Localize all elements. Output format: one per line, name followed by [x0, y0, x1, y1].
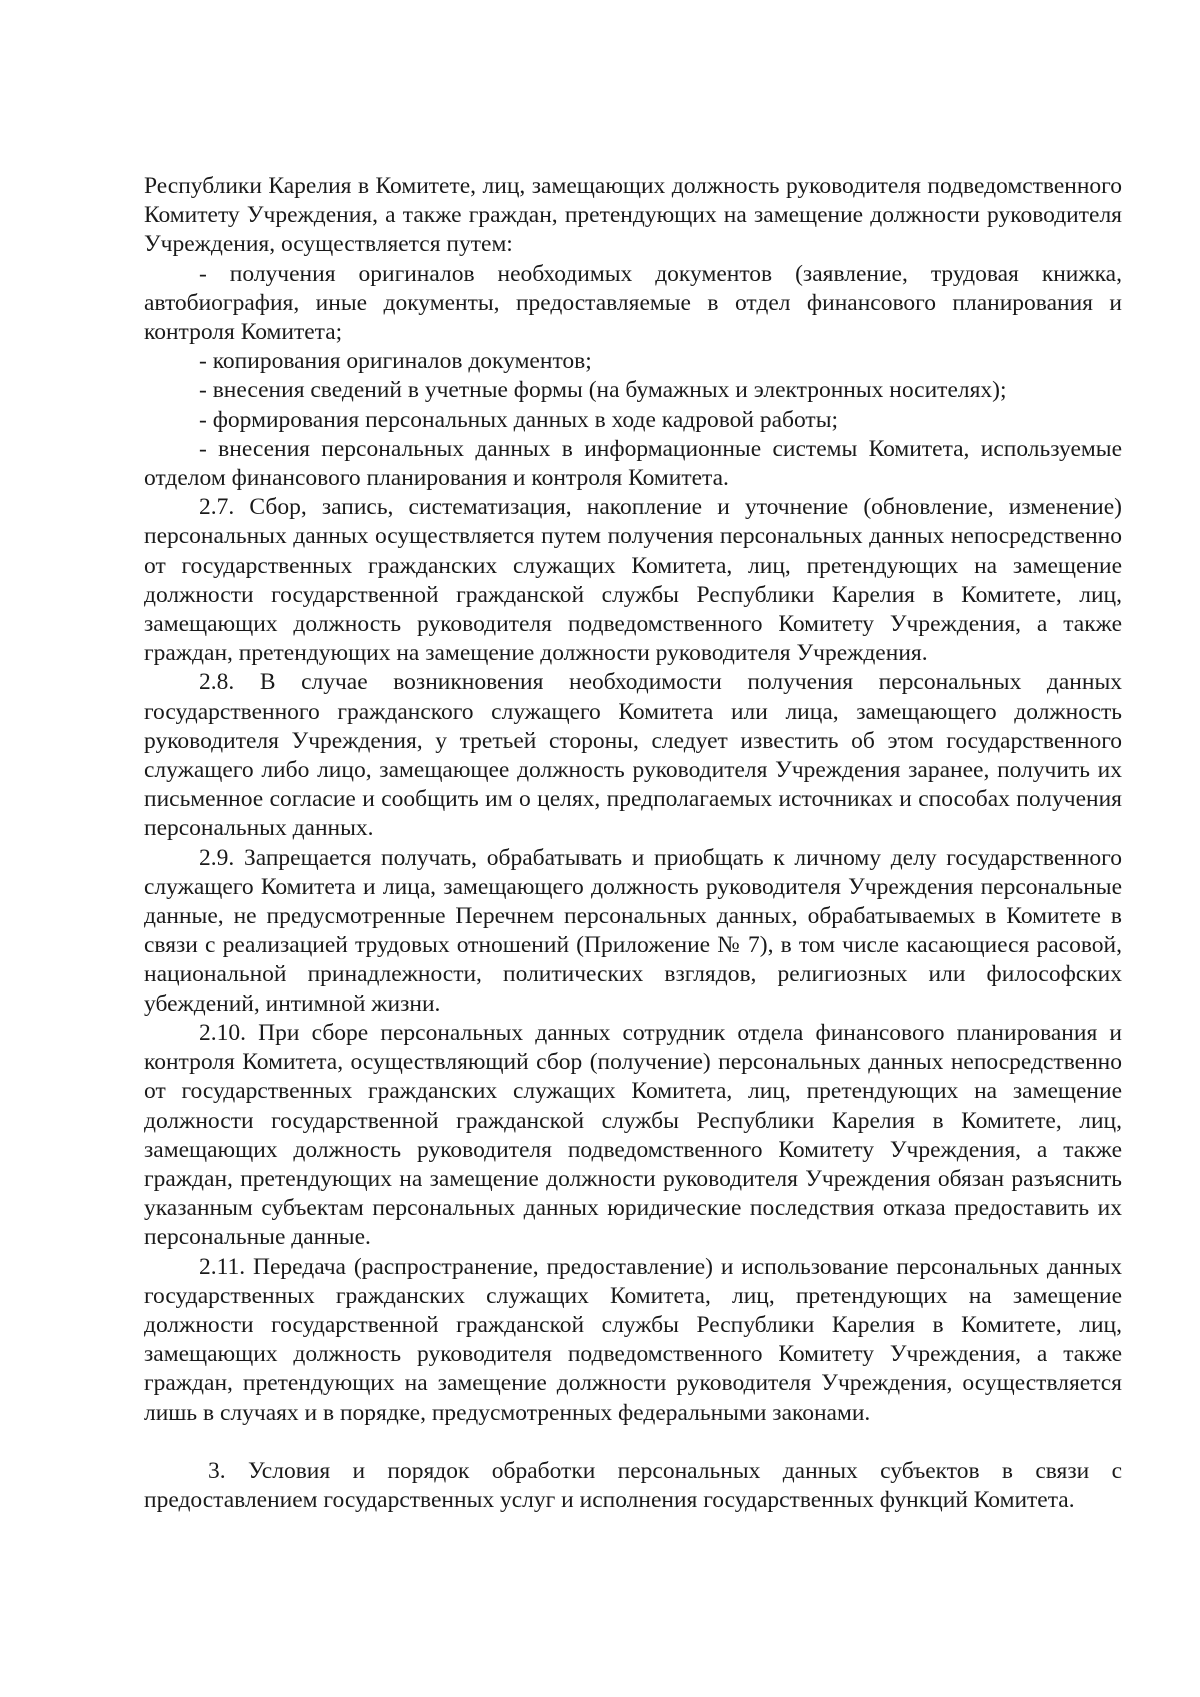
section-3-heading: 3. Условия и порядок обработки персональных данных субъектов в связи с предоставлением государственных услуг и исполнения государственных функций Комитета.	[144, 1457, 1122, 1513]
list-item-originals: - получения оригиналов необходимых документов (заявление, трудовая книжка, автобиография, иные документы, предоставляемые в отдел финансового планирования и контроля Комитета;	[144, 260, 1122, 346]
paragraph-2-9: 2.9. Запрещается получать, обрабатывать и приобщать к личному делу государственного служащего Комитета и лица, замещающего должность руководителя Учреждения персональные данные, не предусмотренные Перечнем персональных данных, обрабатываемых в Комитете в связи с реализацией трудовых отношений (Приложение № 7), в том числе касающиеся расовой, национальной принадлежности, политических взглядов, религиозных или философских убеждений, интимной жизни.	[144, 844, 1122, 1017]
list-item-copying: - копирования оригиналов документов;	[199, 348, 592, 375]
list-item-info-systems: - внесения персональных данных в информационные системы Комитета, используемые отделом финансового планирования и контроля Комитета.	[144, 435, 1122, 492]
paragraph-continuation: Республики Карелия в Комитете, лиц, замещающих должность руководителя подведомственного Комитету Учреждения, а также граждан, претендующих на замещение должности руководителя Учреждения, осуществляется путем:	[144, 173, 1122, 258]
paragraph-2-11: 2.11. Передача (распространение, предоставление) и использование персональных данных государственных гражданских служащих Комитета, лиц, претендующих на замещение должности государственной гражданской службы Республики Карелия в Комитете, лиц, замещающих должность руководителя подведомственного Комитету Учреждения, а также граждан, претендующих на замещение должности руководителя Учреждения, осуществляется лишь в случаях и в порядке, предусмотренных федеральными законами.	[144, 1253, 1122, 1426]
paragraph-2-7: 2.7. Сбор, запись, систематизация, накопление и уточнение (обновление, изменение) персональных данных осуществляется путем получения персональных данных непосредственно от государственных гражданских служащих Комитета, лиц, претендующих на замещение должности государственной гражданской службы Республики Карелия в Комитете, лиц, замещающих должность руководителя подведомственного Комитету Учреждения, а также граждан, претендующих на замещение должности руководителя Учреждения.	[144, 494, 1122, 667]
list-item-records: - внесения сведений в учетные формы (на бумажных и электронных носителях);	[199, 377, 1007, 404]
paragraph-2-8: 2.8. В случае возникновения необходимости получения персональных данных государственного гражданского служащего Комитета или лица, замещающего должность руководителя Учреждения, у третьей стороны, следует известить об этом государственного служащего либо лицо, замещающее должность руководителя Учреждения заранее, получить их письменное согласие и сообщить им о целях, предполагаемых источниках и способах получения персональных данных.	[144, 669, 1122, 842]
list-item-forming: - формирования персональных данных в ходе кадровой работы;	[199, 406, 839, 433]
paragraph-2-10: 2.10. При сборе персональных данных сотрудник отдела финансового планирования и контроля Комитета, осуществляющий сбор (получение) персональных данных непосредственно от государственных гражданских служащих Комитета, лиц, претендующих на замещение должности государственной гражданской службы Республики Карелия в Комитете, лиц, замещающих должность руководителя подведомственного Комитету Учреждения, а также граждан, претендующих на замещение должности руководителя Учреждения обязан разъяснить указанным субъектам персональных данных юридические последствия отказа предоставить их персональные данные.	[144, 1019, 1122, 1251]
document-body	[144, 172, 1122, 1515]
